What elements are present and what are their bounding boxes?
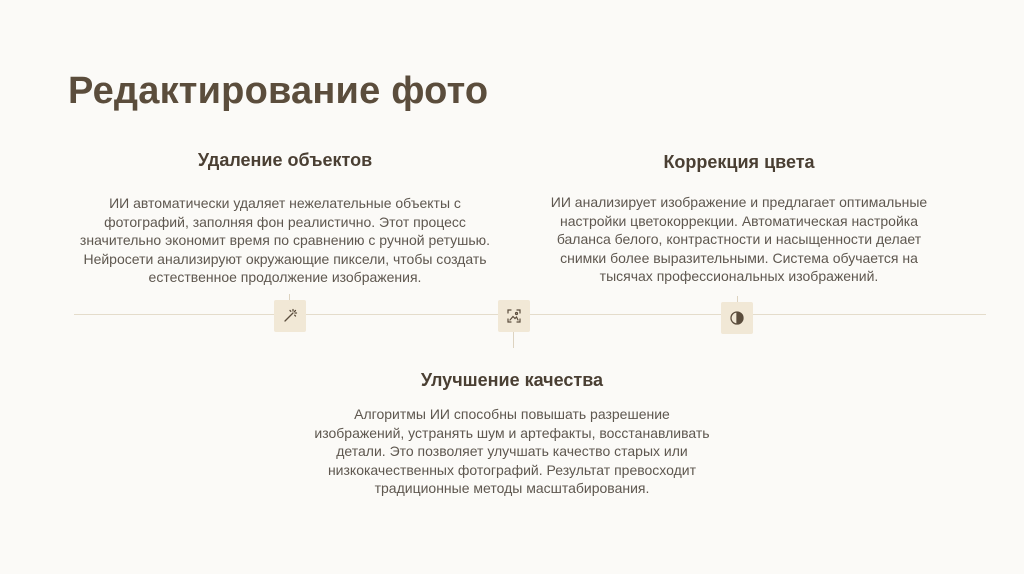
feature-heading: Удаление объектов	[197, 150, 373, 170]
timeline-marker-3	[721, 302, 753, 334]
feature-heading: Улучшение качества	[420, 370, 604, 390]
contrast-icon	[729, 310, 745, 326]
magic-wand-icon	[282, 308, 298, 324]
feature-color-correction	[526, 152, 952, 286]
feature-description: ИИ автоматически удаляет нежелательные объекты с фотографий, заполняя фон реалистично. Этот процесс значительно экономит время по сравнению с ручной ретушью. Нейросети анализируют окружающие пиксели, чтобы создать естественное продолжение изображения.	[79, 195, 491, 285]
feature-quality-enhancement	[296, 370, 728, 498]
page-title: Редактирование фото	[68, 70, 489, 112]
timeline-stem-2	[513, 330, 514, 348]
timeline-marker-2	[498, 300, 530, 332]
feature-description: ИИ анализирует изображение и предлагает оптимальные настройки цветокоррекции. Автоматическая настройка баланса белого, контрастности и насыщенности делает снимки более выразительными. Система обучается на тысячах профессиональных изображений.	[550, 194, 928, 284]
image-enhance-icon	[506, 308, 522, 324]
feature-heading: Коррекция цвета	[663, 152, 815, 172]
feature-description: Алгоритмы ИИ способны повышать разрешение изображений, устранять шум и артефакты, восстанавливать детали. Это позволяет улучшать качество старых или низкокачественных фотографий. Результат превосходит традиционные методы масштабирования.	[314, 406, 710, 496]
timeline-line	[74, 314, 986, 315]
timeline-marker-1	[274, 300, 306, 332]
feature-object-removal	[70, 150, 500, 287]
